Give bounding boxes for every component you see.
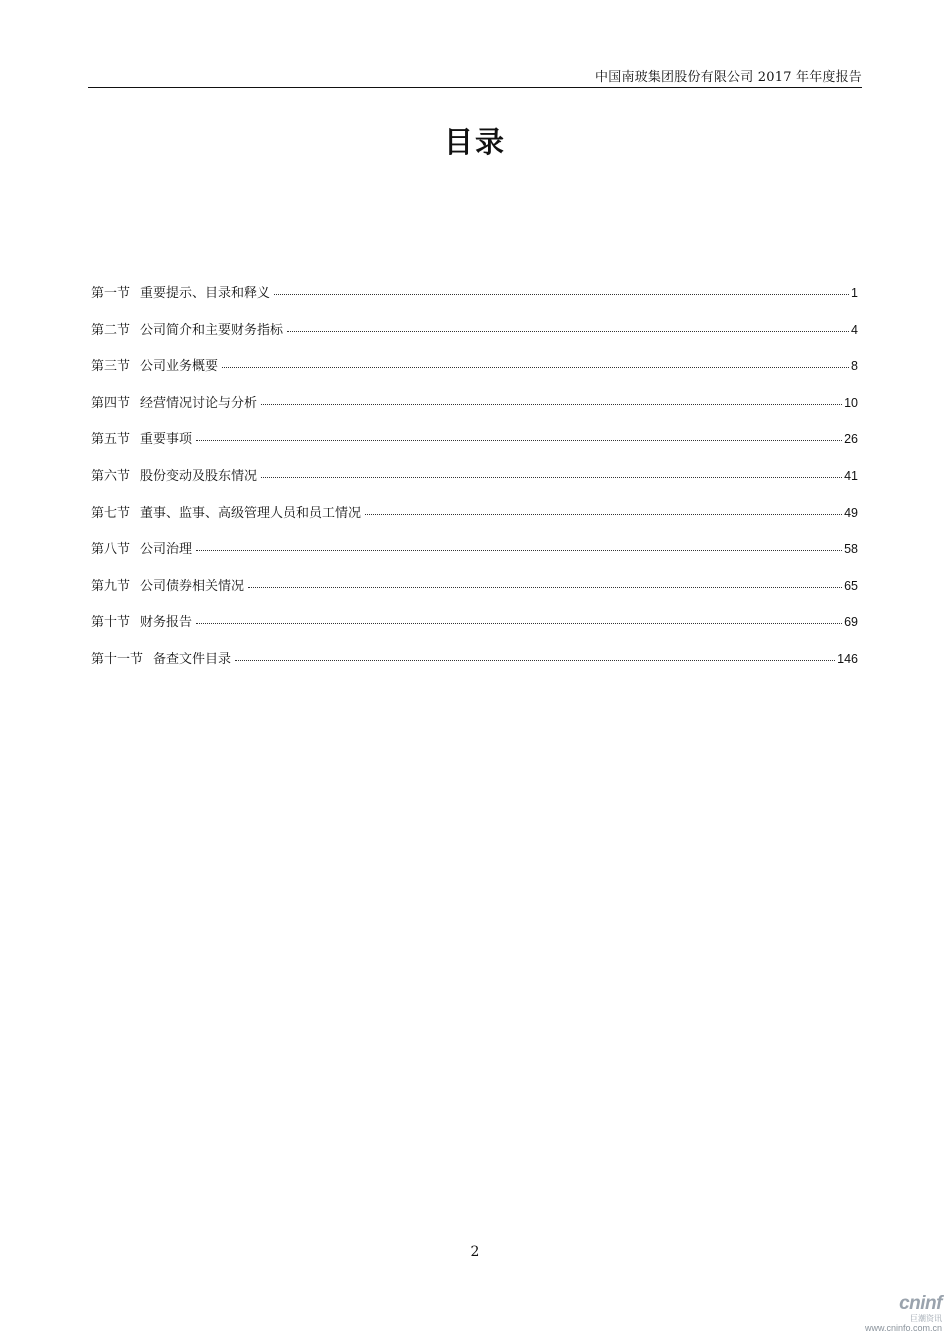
toc-entry[interactable] <box>91 319 858 356</box>
report-header-title: 中国南玻集团股份有限公司 2017 年年度报告 <box>595 70 862 85</box>
toc-page-number: 41 <box>844 468 858 483</box>
toc-section-number: 第八节 <box>91 542 131 558</box>
toc-dot-leader <box>261 404 842 405</box>
cninfo-url: www.cninfo.com.cn <box>864 1323 942 1333</box>
toc-dot-leader <box>196 440 842 441</box>
toc-section-number: 第四节 <box>91 395 131 411</box>
toc-entry[interactable] <box>91 392 858 429</box>
toc-dot-leader <box>261 477 842 478</box>
toc-entry[interactable] <box>91 355 858 392</box>
toc-section-number: 第十节 <box>91 615 131 631</box>
toc-section-number: 第七节 <box>91 505 131 521</box>
toc-page-number: 10 <box>844 395 858 410</box>
toc-entry[interactable] <box>91 282 858 319</box>
toc-entry[interactable] <box>91 428 858 465</box>
toc-section-name: 公司业务概要 <box>140 359 219 375</box>
toc-title: 目录 <box>443 125 506 159</box>
toc-dot-leader <box>365 514 842 515</box>
table-of-contents <box>91 282 858 685</box>
toc-dot-leader <box>222 367 849 368</box>
toc-dot-leader <box>196 550 842 551</box>
toc-section-name: 备查文件目录 <box>153 651 232 667</box>
toc-section-number: 第一节 <box>91 286 131 301</box>
toc-section-name: 公司简介和主要财务指标 <box>140 322 284 338</box>
toc-entry[interactable] <box>91 611 858 648</box>
toc-section-number: 第二节 <box>91 322 131 338</box>
toc-entry[interactable] <box>91 575 858 612</box>
toc-page-number: 69 <box>844 615 858 630</box>
toc-section-number: 第五节 <box>91 432 131 448</box>
toc-page-number: 8 <box>851 359 858 374</box>
toc-section-name: 财务报告 <box>140 615 193 631</box>
cninfo-watermark <box>852 1294 942 1334</box>
toc-page-number: 58 <box>844 542 858 557</box>
toc-section-number: 第九节 <box>91 578 131 594</box>
toc-dot-leader <box>248 587 842 588</box>
page-number: 2 <box>470 1244 480 1260</box>
toc-section-name: 公司治理 <box>140 542 193 558</box>
toc-section-name: 股份变动及股东情况 <box>140 468 258 484</box>
toc-section-name: 重要提示、目录和释义 <box>140 286 271 301</box>
toc-dot-leader <box>235 660 835 661</box>
toc-section-name: 重要事项 <box>140 432 193 448</box>
toc-section-number: 第三节 <box>91 359 131 375</box>
toc-dot-leader <box>274 294 849 295</box>
toc-entry[interactable] <box>91 538 858 575</box>
toc-entry[interactable] <box>91 648 858 685</box>
toc-page-number: 1 <box>851 286 858 300</box>
toc-dot-leader <box>287 331 849 332</box>
toc-section-number: 第六节 <box>91 468 131 484</box>
toc-page-number: 146 <box>837 651 858 666</box>
toc-section-number: 第十一节 <box>91 651 144 667</box>
cninfo-logo: cninf <box>899 1293 942 1314</box>
toc-page-number: 4 <box>851 322 858 337</box>
cninfo-name: 巨潮资讯 <box>910 1314 942 1323</box>
toc-entry[interactable] <box>91 502 858 539</box>
toc-page-number: 26 <box>844 432 858 447</box>
toc-dot-leader <box>196 623 842 624</box>
toc-page-number: 49 <box>844 505 858 520</box>
toc-entry[interactable] <box>91 465 858 502</box>
toc-section-name: 董事、监事、高级管理人员和员工情况 <box>140 505 362 521</box>
toc-page-number: 65 <box>844 578 858 593</box>
toc-section-name: 经营情况讨论与分析 <box>140 395 258 411</box>
toc-section-name: 公司债券相关情况 <box>140 578 245 594</box>
header-divider <box>88 87 862 88</box>
